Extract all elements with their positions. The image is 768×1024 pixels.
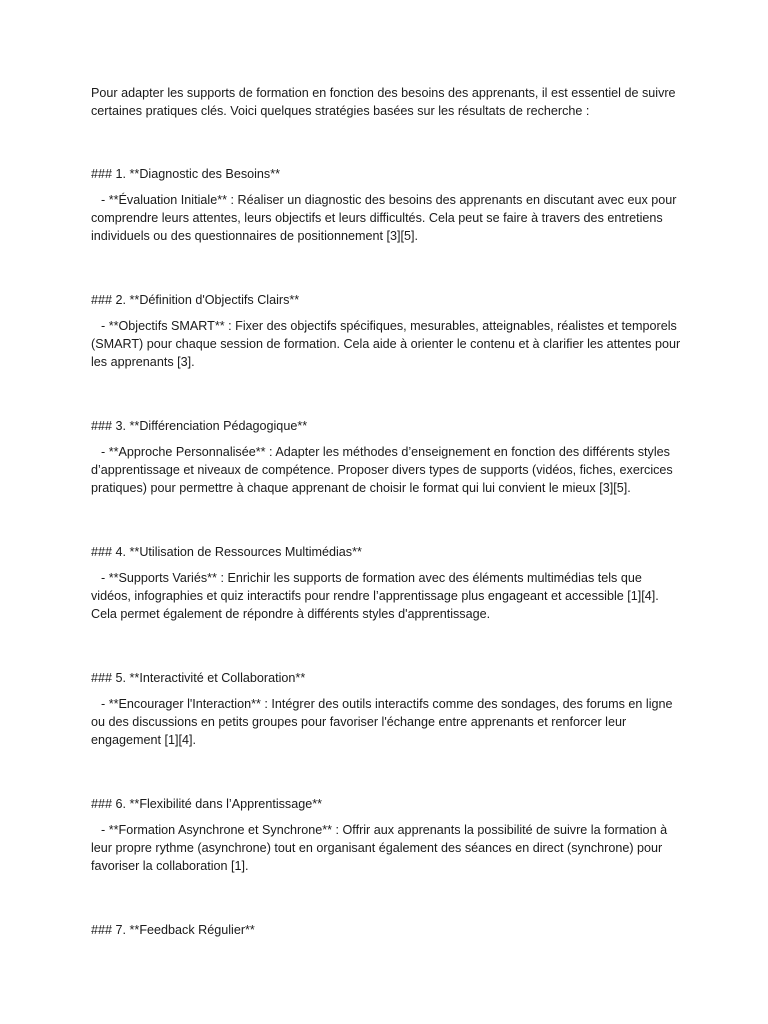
intro-paragraph: Pour adapter les supports de formation en fonction des besoins des apprenants, il est essentiel de suivre certaines pratiques clés. Voici quelques stratégies basées sur les résultats de recherche : bbox=[91, 86, 676, 118]
section-bullet: - **Évaluation Initiale** : Réaliser un diagnostic des besoins des apprenants en discutant avec eux pour comprendre leurs attentes, leurs objectifs et leurs difficultés. Cela peut se faire à travers des entretiens individuels ou des questionnaires de positionnement [3][5]. bbox=[91, 193, 677, 243]
section-3 bbox=[91, 417, 681, 497]
section-bullet: - **Encourager l'Interaction** : Intégrer des outils interactifs comme des sondages, des forums en ligne ou des discussions en petits groupes pour favoriser l'échange entre apprenants et renforcer leur engagement [1][4]. bbox=[91, 697, 673, 747]
section-bullet: - **Formation Asynchrone et Synchrone** : Offrir aux apprenants la possibilité de suivre la formation à leur propre rythme (asynchrone) tout en organisant également des séances en direct (synchrone) pour favoriser la collaboration [1]. bbox=[91, 823, 668, 873]
document-body bbox=[91, 84, 681, 985]
section-heading: ### 7. **Feedback Régulier** bbox=[91, 923, 255, 937]
section-5 bbox=[91, 669, 681, 749]
section-heading: ### 4. **Utilisation de Ressources Multimédias** bbox=[91, 545, 362, 559]
section-heading: ### 6. **Flexibilité dans l’Apprentissage** bbox=[91, 797, 323, 811]
section-heading: ### 2. **Définition d'Objectifs Clairs** bbox=[91, 293, 300, 307]
section-bullet: - **Approche Personnalisée** : Adapter les méthodes d’enseignement en fonction des différents styles d’apprentissage et niveaux de compétence. Proposer divers types de supports (vidéos, fiches, exercices pratiques) pour permettre à chaque apprenant de choisir le format qui lui convient le mieux [3][5]. bbox=[91, 445, 673, 495]
section-1 bbox=[91, 165, 681, 245]
section-heading: ### 3. **Différenciation Pédagogique** bbox=[91, 419, 308, 433]
section-heading: ### 1. **Diagnostic des Besoins** bbox=[91, 167, 281, 181]
section-4 bbox=[91, 543, 681, 623]
section-2 bbox=[91, 291, 681, 371]
section-bullet: - **Supports Variés** : Enrichir les supports de formation avec des éléments multimédias tels que vidéos, infographies et quiz interactifs pour rendre l’apprentissage plus engageant et accessible [1][4]. Cela permet également de répondre à différents styles d'apprentissage. bbox=[91, 571, 659, 621]
section-heading: ### 5. **Interactivité et Collaboration** bbox=[91, 671, 306, 685]
section-7 bbox=[91, 921, 681, 939]
section-bullet: - **Objectifs SMART** : Fixer des objectifs spécifiques, mesurables, atteignables, réalistes et temporels (SMART) pour chaque session de formation. Cela aide à orienter le contenu et à clarifier les attentes pour les apprenants [3]. bbox=[91, 319, 681, 369]
section-6 bbox=[91, 795, 681, 875]
